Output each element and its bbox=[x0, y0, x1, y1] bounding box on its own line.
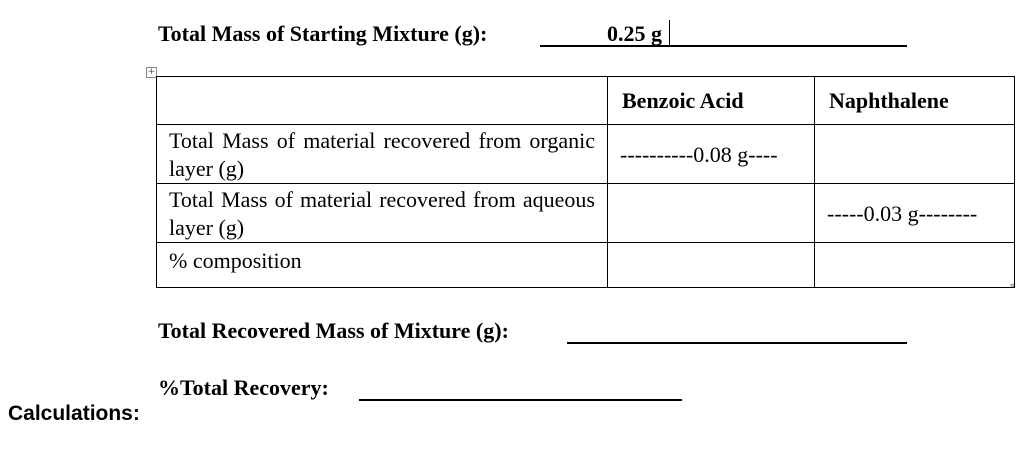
total-recovered-label: Total Recovered Mass of Mixture (g): bbox=[158, 318, 509, 343]
benzoic-acid-value bbox=[608, 243, 814, 260]
naphthalene-cell[interactable] bbox=[815, 184, 1015, 243]
row-description-cell[interactable] bbox=[157, 243, 608, 288]
benzoic-acid-value: ----------0.08 g---- bbox=[620, 142, 778, 167]
table-header-row bbox=[157, 77, 1015, 125]
total-recovery-label: %Total Recovery: bbox=[158, 375, 329, 400]
naphthalene-value: -----0.03 g-------- bbox=[827, 201, 978, 226]
row-description: Total Mass of material recovered from aqueous layer (g) bbox=[169, 187, 595, 240]
header-cell-benzoic-acid[interactable] bbox=[608, 77, 815, 125]
naphthalene-cell[interactable] bbox=[815, 125, 1015, 184]
results-table bbox=[156, 76, 1015, 288]
row-description-cell[interactable] bbox=[157, 125, 608, 184]
table-row bbox=[157, 125, 1015, 184]
table-move-handle-icon[interactable]: + bbox=[147, 67, 156, 77]
header-naphthalene-label: Naphthalene bbox=[829, 88, 949, 113]
benzoic-acid-cell[interactable] bbox=[608, 184, 815, 243]
header-cell-naphthalene[interactable] bbox=[815, 77, 1015, 125]
header-cell-empty[interactable] bbox=[157, 77, 608, 125]
row-description: % composition bbox=[169, 248, 302, 273]
benzoic-acid-value bbox=[608, 184, 814, 201]
header-benzoic-acid-label: Benzoic Acid bbox=[622, 88, 744, 113]
starting-mixture-blank[interactable] bbox=[540, 45, 907, 47]
naphthalene-value bbox=[815, 125, 1014, 142]
calculations-heading: Calculations: bbox=[8, 402, 140, 425]
benzoic-acid-cell[interactable] bbox=[608, 243, 815, 288]
naphthalene-cell[interactable] bbox=[815, 243, 1015, 288]
table-end-marker: ¤ bbox=[1010, 282, 1015, 290]
table-row bbox=[157, 243, 1015, 288]
naphthalene-value bbox=[815, 243, 1014, 260]
total-recovered-blank[interactable] bbox=[567, 342, 907, 344]
starting-mixture-label: Total Mass of Starting Mixture (g): bbox=[158, 21, 488, 46]
text-cursor bbox=[669, 20, 670, 47]
starting-mixture-value[interactable]: 0.25 g bbox=[607, 21, 662, 46]
row-description-cell[interactable] bbox=[157, 184, 608, 243]
benzoic-acid-cell[interactable] bbox=[608, 125, 815, 184]
total-recovery-blank[interactable] bbox=[359, 399, 682, 401]
row-description: Total Mass of material recovered from organic layer (g) bbox=[169, 128, 595, 181]
table-row bbox=[157, 184, 1015, 243]
